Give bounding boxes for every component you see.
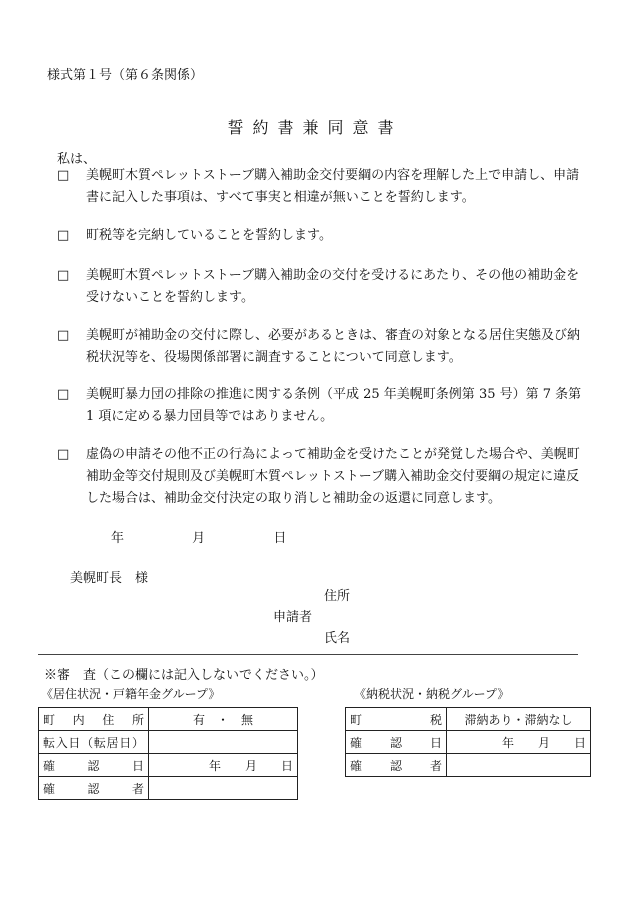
pledge-text: 町税等を完納していることを誓約します。 (86, 228, 332, 243)
checkbox[interactable]: □ (57, 168, 70, 183)
name-label: 氏名 (324, 631, 351, 646)
row-value[interactable] (149, 731, 298, 754)
pledge-item (57, 165, 589, 209)
residence-group-caption: 《居住状況・戸籍年金グループ》 (41, 687, 221, 701)
form-number: 様式第１号（第６条関係） (47, 68, 204, 83)
tax-group-caption: 《納税状況・納税グループ》 (354, 687, 510, 701)
residence-table (38, 707, 298, 800)
pledge-text: 美幌町暴力団の排除の推進に関する条例（平成 25 年美幌町条例第 35 号）第 7 条第 1 項に定める暴力団員等ではありません。 (86, 387, 582, 424)
checkbox[interactable]: □ (57, 268, 70, 283)
table-row (346, 754, 591, 777)
table-row (346, 708, 591, 731)
pledge-item (57, 225, 589, 247)
pledge-item (57, 265, 589, 309)
row-label: 確認者 (346, 754, 447, 777)
address-label: 住所 (324, 589, 351, 604)
month-label: 月 (192, 531, 206, 546)
table-row (346, 731, 591, 754)
pledge-text: 美幌町が補助金の交付に際し、必要があるときは、審査の対象となる居住実態及び納税状況等を、役場関係部署に調査することについて同意します。 (86, 328, 581, 365)
pledge-item (57, 444, 589, 510)
row-value[interactable] (149, 777, 298, 800)
pledge-text: 美幌町木質ペレットストーブ購入補助金交付要綱の内容を理解した上で申請し、申請書に記入した事項は、すべて事実と相違が無いことを誓約します。 (86, 168, 580, 205)
review-note: ※審 査（この欄には記入しないでください。） (44, 668, 324, 683)
intro-text: 私は、 (57, 152, 97, 167)
row-label: 確認者 (39, 777, 149, 800)
row-label: 確認日 (39, 754, 149, 777)
row-label: 町内住所 (39, 708, 149, 731)
pledge-text: 美幌町木質ペレットストーブ購入補助金の交付を受けるにあたり、その他の補助金を受けないことを誓約します。 (86, 268, 580, 305)
pledge-item (57, 325, 589, 369)
table-row (39, 754, 298, 777)
checkbox[interactable]: □ (57, 328, 70, 343)
checkbox[interactable]: □ (57, 447, 70, 462)
pledge-item (57, 384, 589, 428)
page-title: 誓約書兼同意書 (227, 118, 403, 137)
addressee: 美幌町長 様 (70, 571, 149, 586)
applicant-label: 申請者 (273, 610, 313, 625)
row-label: 確認日 (346, 731, 447, 754)
tax-table (345, 707, 591, 777)
row-value[interactable]: 有 ・ 無 (149, 708, 298, 731)
date-line (111, 527, 322, 546)
row-label: 転入日（転居日） (39, 731, 149, 754)
row-value[interactable]: 年 月 日 (447, 731, 591, 754)
pledge-text: 虚偽の申請その他不正の行為によって補助金を受けたことが発覚した場合や、美幌町補助金等交付規則及び美幌町木質ペレットストーブ購入補助金交付要綱の規定に違反した場合は、補助金交付決定の取り消しと補助金の返還に同意します。 (86, 447, 580, 506)
row-label: 町税 (346, 708, 447, 731)
table-row (39, 777, 298, 800)
row-value[interactable]: 年 月 日 (149, 754, 298, 777)
row-value[interactable]: 滞納あり・滞納なし (447, 708, 591, 731)
divider (38, 654, 578, 655)
table-row (39, 731, 298, 754)
checkbox[interactable]: □ (57, 228, 70, 243)
year-label: 年 (111, 531, 125, 546)
day-label: 日 (273, 531, 287, 546)
table-row (39, 708, 298, 731)
row-value[interactable] (447, 754, 591, 777)
checkbox[interactable]: □ (57, 387, 70, 402)
